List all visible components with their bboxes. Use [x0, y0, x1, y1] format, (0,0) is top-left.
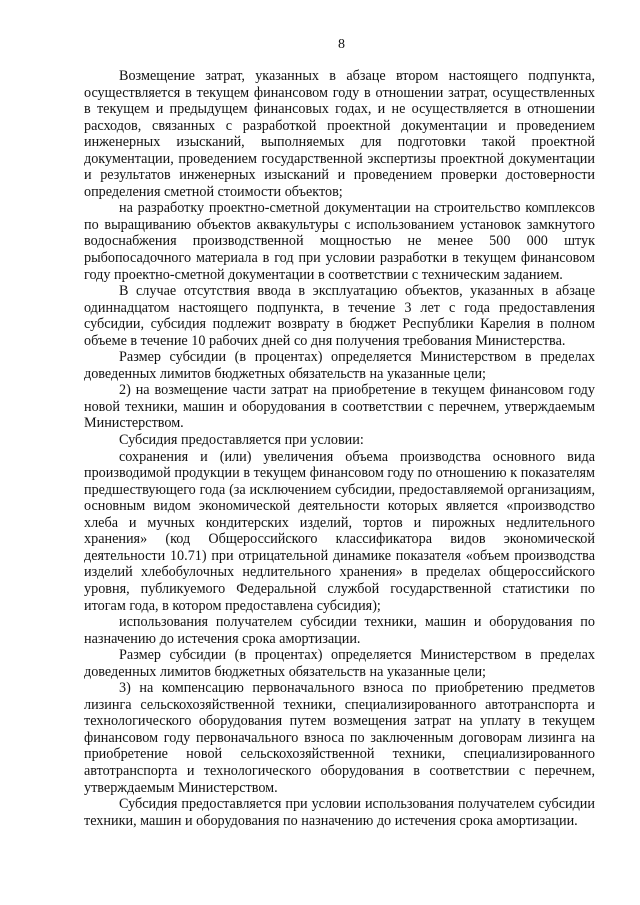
document-body [84, 68, 595, 829]
page-number: 8 [338, 37, 345, 52]
paragraph-reimbursement-conditions: Возмещение затрат, указанных в абзаце втором настоящего подпункта, осуществляется в текущем финансовом году в отношении затрат, осуществленных в текущем и предыдущем финансовых годах, и не осуществляется в отношении расходов, связанных с разработкой проектной документации и проведением инженерных изысканий, выполняемых для подготовки такой проектной документации, проведением государственной экспертизы проектной документации и результатов инженерных изысканий и проведением проверки достоверности определения сметной стоимости объектов; [84, 68, 595, 200]
paragraph-design-documentation: на разработку проектно-сметной документации на строительство комплексов по выращиванию объектов аквакультуры с использованием установок замкнутого водоснабжения производственной мощностью не менее 500 000 штук рыбопосадочного материала в год при условии разработки в текущем финансовом году проектно-сметной документации в соответствии с техническим заданием. [84, 200, 595, 283]
paragraph-conditions-intro: Субсидия предоставляется при условии: [119, 432, 364, 449]
paragraph-subsidy-size: Размер субсидии (в процентах) определяется Министерством в пределах доведенных лимитов бюджетных обязательств на указанные цели; [84, 349, 595, 382]
paragraph-leasing-condition: Субсидия предоставляется при условии использования получателем субсидии техники, машин и оборудования по назначению до истечения срока амортизации. [84, 796, 595, 829]
paragraph-production-volume: сохранения и (или) увеличения объема производства основного вида производимой продукции в текущем финансовом году по отношению к показателям предшествующего года (за исключением субсидии, предоставляемой организациям, основным видом экономической деятельности которых является «производство хлеба и мучных кондитерских изделий, тортов и пирожных недлительного хранения» (код Общероссийского классификатора видов экономической деятельности 10.71) при отрицательной динамике показателя «объем производства изделий хлебобулочных недлительного хранения» в пределах общероссийского уровня, публикуемого Федеральной службой государственной статистики по итогам года, в котором предоставлена субсидия); [84, 448, 595, 614]
paragraph-subsidy-return: В случае отсутствия ввода в эксплуатацию объектов, указанных в абзаце одиннадцатом настоящего подпункта, в течение 3 лет с года предоставления субсидии, субсидия подлежит возврату в бюджет Республики Карелия в полном объеме в течение 10 рабочих дней со дня получения требования Министерства. [84, 283, 595, 349]
paragraph-subsidy-size-2: Размер субсидии (в процентах) определяется Министерством в пределах доведенных лимитов бюджетных обязательств на указанные цели; [84, 647, 595, 680]
paragraph-equipment-usage: использования получателем субсидии техники, машин и оборудования по назначению до истечения срока амортизации. [84, 614, 595, 647]
paragraph-item-3: 3) на компенсацию первоначального взноса по приобретению предметов лизинга сельскохозяйственной техники, специализированного автотранспорта и технологического оборудования путем возмещения затрат на уплату в текущем финансовом году первоначального взноса по заключенным договорам лизинга на приобретение новой сельскохозяйственной техники, специализированного автотранспорта и технологического оборудования в соответствии с перечнем, утверждаемым Министерством. [84, 680, 595, 796]
paragraph-item-2: 2) на возмещение части затрат на приобретение в текущем финансовом году новой техники, машин и оборудования в соответствии с перечнем, утверждаемым Министерством. [84, 382, 595, 432]
